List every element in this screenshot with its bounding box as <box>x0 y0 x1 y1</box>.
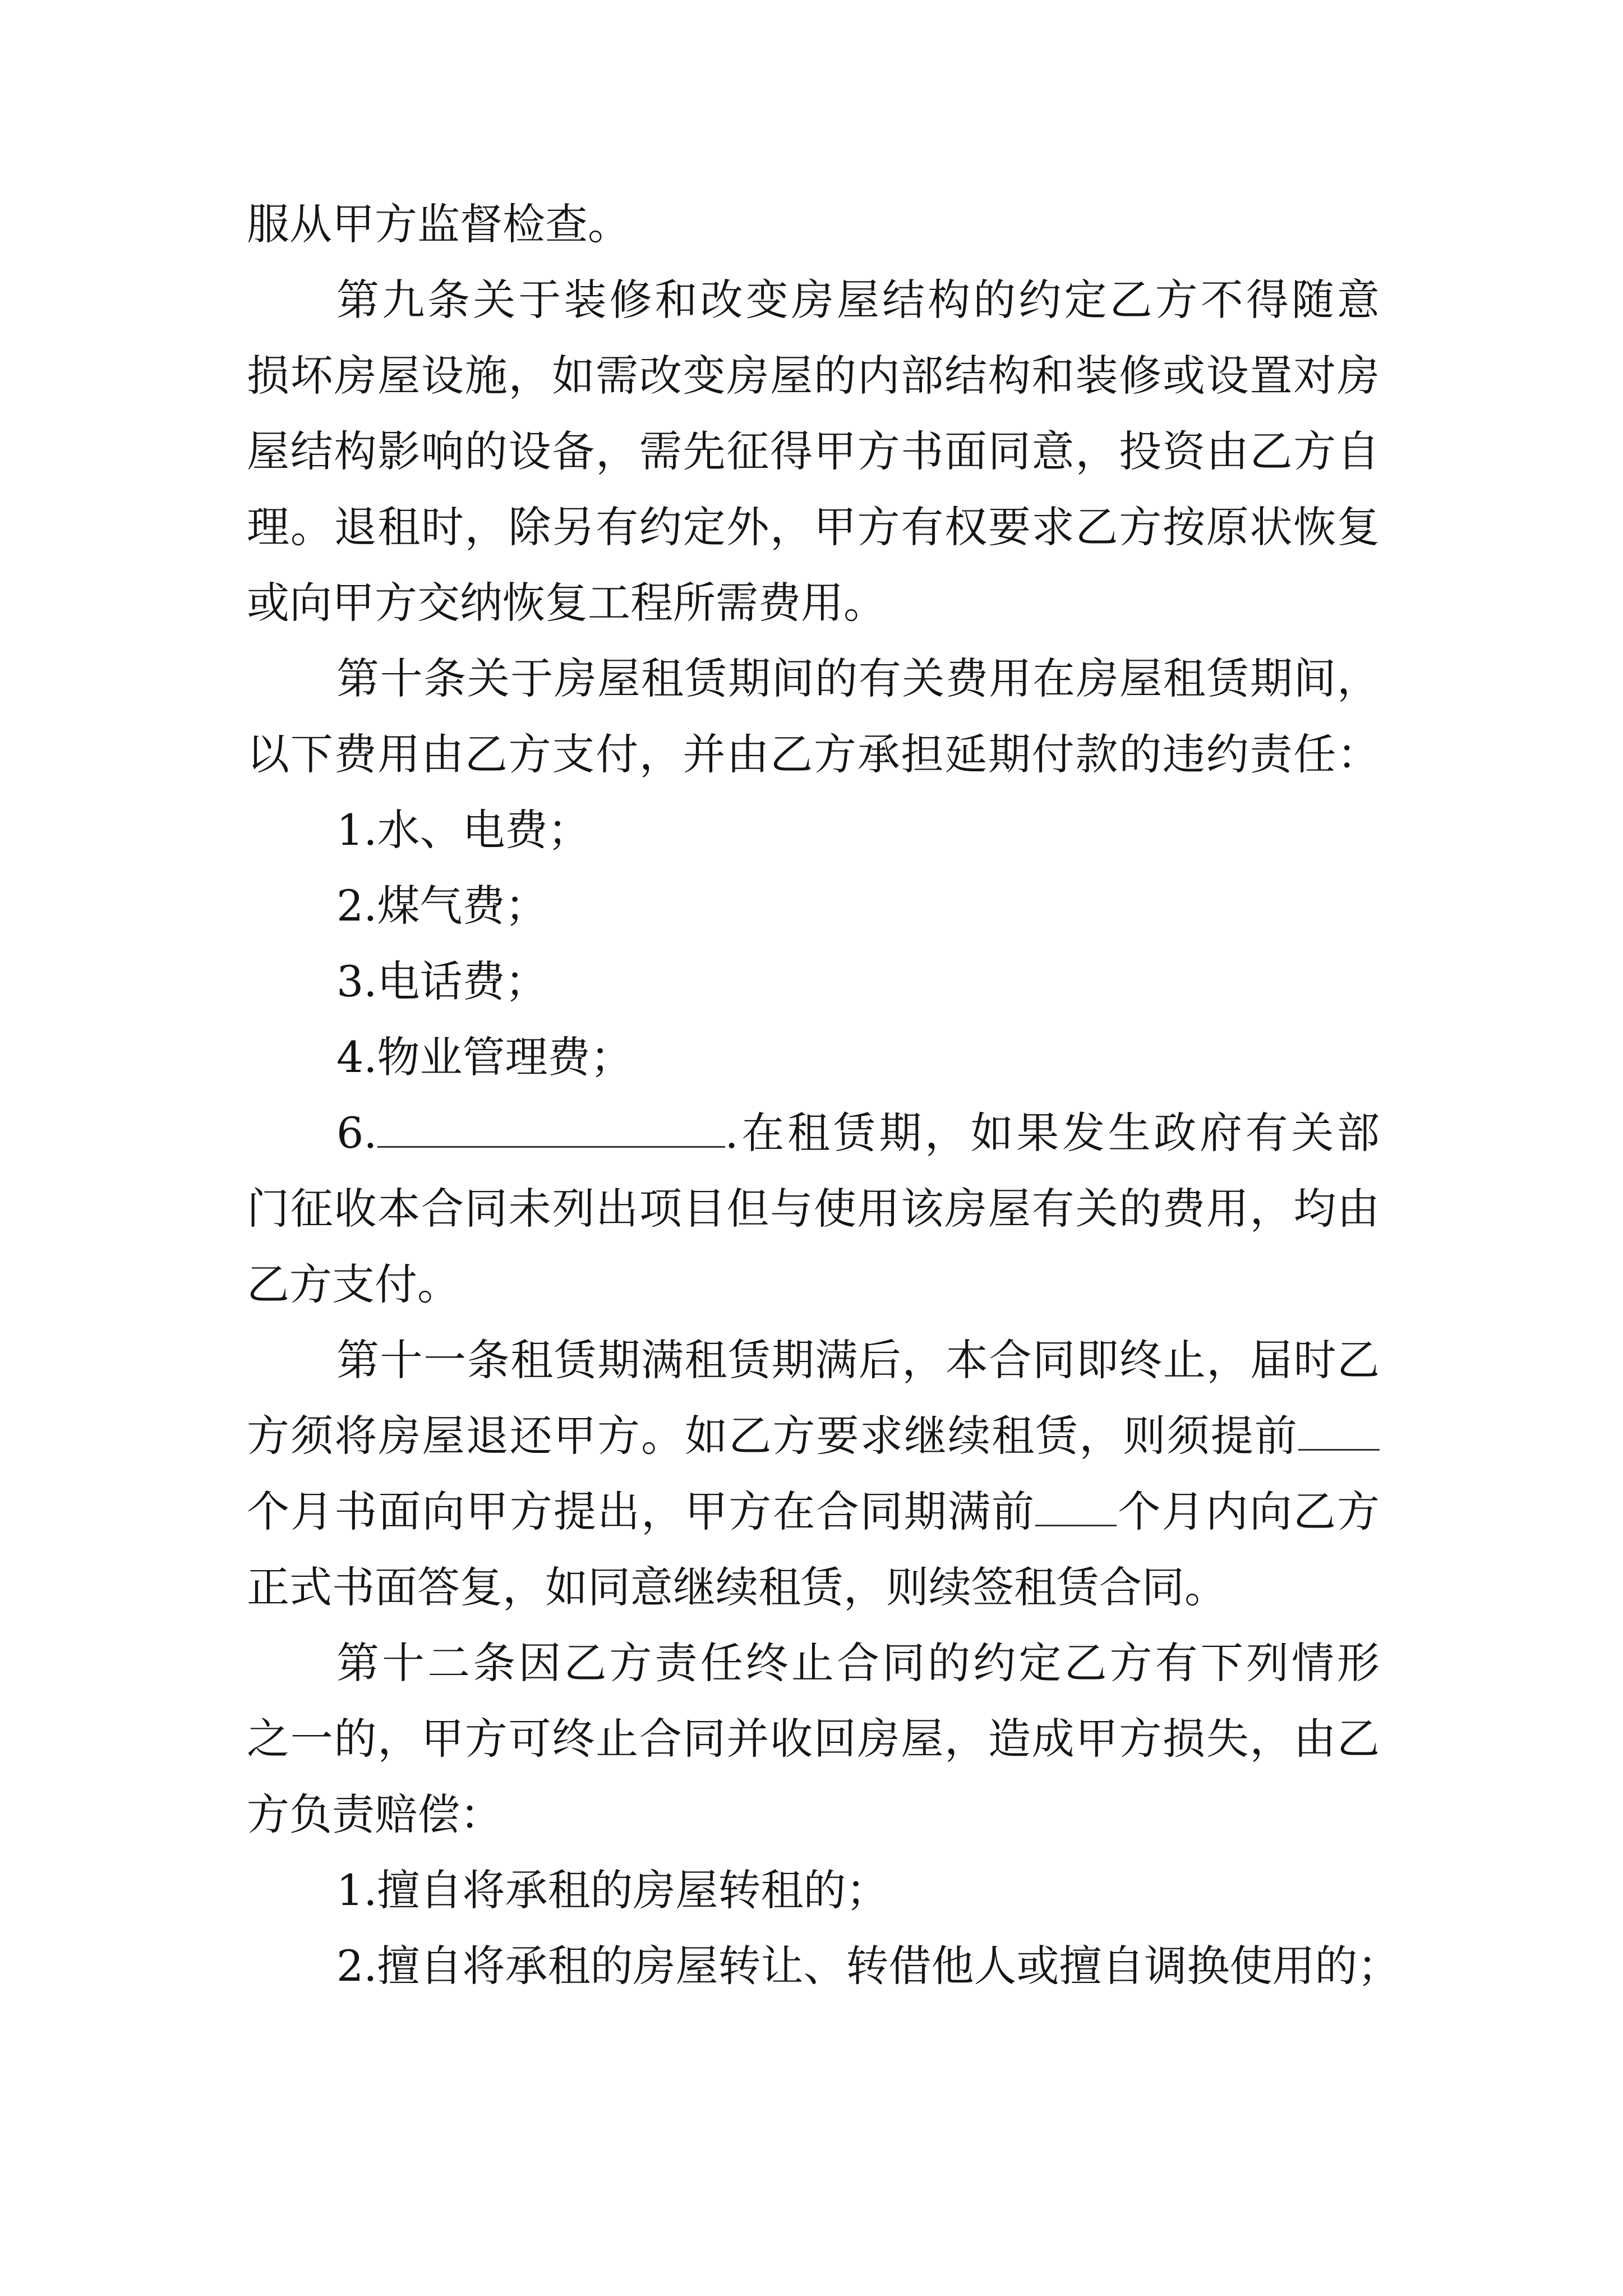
clause-9-line: 损坏房屋设施，如需改变房屋的内部结构和装修或设置对房 <box>247 351 1380 401</box>
fill-in-blank <box>377 1107 725 1148</box>
list-item: 2.煤气费； <box>336 881 548 931</box>
clause-10-line: 以下费用由乙方支付，并由乙方承担延期付款的违约责任： <box>247 729 1380 779</box>
clause-10-line: 乙方支付。 <box>247 1259 460 1309</box>
clause-12-heading-line: 第十二条因乙方责任终止合同的约定乙方有下列情形 <box>336 1638 1380 1688</box>
clause-11-heading-line: 第十一条租赁期满租赁期满后，本合同即终止，届时乙 <box>336 1335 1380 1385</box>
list-item-with-blank <box>336 1099 1380 1167</box>
list-text: .在租赁期，如果发生政府有关部 <box>725 1108 1380 1158</box>
clause-11-line <box>247 1478 1380 1545</box>
continuation-line: 服从甲方监督检查。 <box>247 199 630 249</box>
clause-9-line: 或向甲方交纳恢复工程所需费用。 <box>247 578 886 628</box>
clause-9-line: 屋结构影响的设备，需先征得甲方书面同意，投资由乙方自 <box>247 426 1380 476</box>
list-item: 4.物业管理费； <box>336 1032 633 1082</box>
list-item: 2.擅自将承租的房屋转让、转借他人或擅自调换使用的； <box>336 1941 1400 1991</box>
clause-11-line <box>247 1402 1380 1470</box>
fill-in-blank <box>1035 1485 1117 1526</box>
clause-9-heading-line: 第九条关于装修和改变房屋结构的约定乙方不得随意 <box>336 275 1380 325</box>
clause-12-line: 方负责赔偿： <box>247 1789 502 1839</box>
clause-11-line: 正式书面答复，如同意继续租赁，则续签租赁合同。 <box>247 1562 1227 1612</box>
clause-10-heading-line: 第十条关于房屋租赁期间的有关费用在房屋租赁期间， <box>336 654 1380 703</box>
list-item: 3.电话费； <box>336 956 548 1006</box>
clause-10-line: 门征收本合同未列出项目但与使用该房屋有关的费用，均由 <box>247 1184 1380 1234</box>
clause-text: 个月书面向甲方提出，甲方在合同期满前 <box>247 1487 1036 1536</box>
clause-text: 个月内向乙方 <box>1117 1487 1380 1536</box>
list-item: 1.水、电费； <box>336 805 591 855</box>
list-number: 6. <box>336 1108 377 1158</box>
fill-in-blank <box>1298 1410 1380 1451</box>
clause-12-line: 之一的，甲方可终止合同并收回房屋，造成甲方损失，由乙 <box>247 1714 1380 1764</box>
clause-9-line: 理。退租时，除另有约定外，甲方有权要求乙方按原状恢复 <box>247 502 1380 552</box>
clause-text: 方须将房屋退还甲方。如乙方要求继续租赁，则须提前 <box>247 1411 1298 1461</box>
list-item: 1.擅自将承租的房屋转租的； <box>336 1865 889 1915</box>
